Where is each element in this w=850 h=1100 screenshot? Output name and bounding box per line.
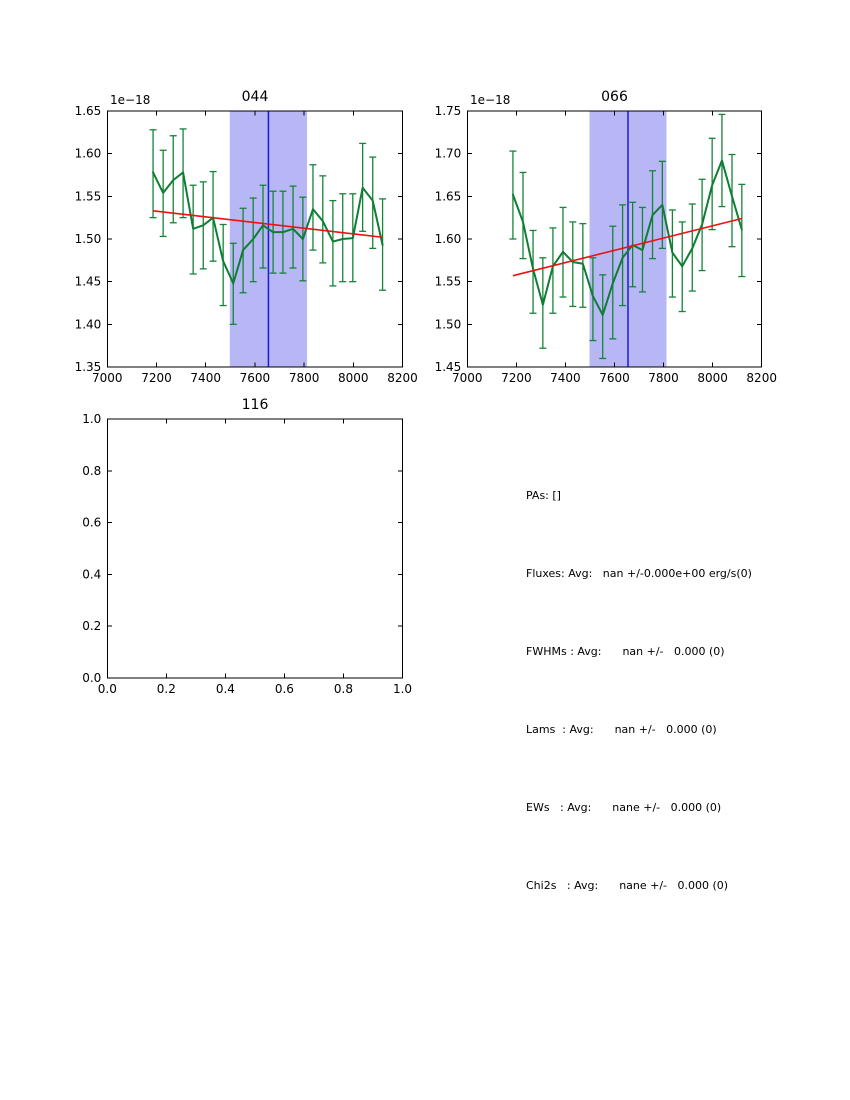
y-tick-label: 1.55: [434, 274, 462, 289]
axes-frame: [107, 419, 402, 678]
plot-066-title: 066: [601, 89, 628, 105]
x-tick-label: 7800: [648, 371, 679, 385]
y-tick-label: 0.8: [82, 463, 102, 478]
x-tick-label: 7800: [288, 371, 320, 385]
y-tick-label: 1.75: [434, 104, 462, 118]
plot-044: [75, 104, 418, 385]
plot-066: [435, 104, 777, 385]
y-tick-label: 1.50: [74, 232, 102, 246]
plot-116: [82, 412, 412, 696]
x-tick-label: 0.0: [97, 682, 117, 696]
y-tick-label: 1.55: [74, 189, 102, 204]
x-tick-label: 8200: [387, 371, 418, 385]
tick-marks: [107, 419, 402, 678]
y-tick-label: 1.45: [74, 274, 102, 289]
stats-line-fluxes: Fluxes: Avg: nan +/-0.000e+00 erg/s(0): [526, 567, 752, 580]
stats-line-fwhms: FWHMs : Avg: nan +/- 0.000 (0): [526, 645, 725, 658]
x-tick-label: 7400: [550, 371, 581, 385]
y-tick-label: 0.4: [82, 567, 102, 582]
stats-line-lams: Lams : Avg: nan +/- 0.000 (0): [526, 723, 717, 736]
y-tick-label: 1.50: [434, 317, 462, 332]
x-tick-label: 7200: [501, 371, 532, 385]
y-tick-label: 1.40: [74, 317, 102, 332]
x-tick-label: 0.6: [274, 682, 294, 696]
x-tick-label: 7400: [190, 371, 221, 385]
x-tick-label: 8000: [697, 371, 728, 385]
x-tick-label: 7000: [92, 371, 123, 385]
plot-116-title: 116: [241, 397, 269, 413]
x-tick-label: 8000: [338, 371, 369, 385]
stats-line-ews: EWs : Avg: nane +/- 0.000 (0): [526, 801, 722, 814]
x-tick-label: 0.2: [156, 682, 176, 696]
x-tick-label: 7600: [239, 371, 271, 385]
x-tick-label: 7600: [599, 371, 630, 385]
y-tick-label: 0.2: [82, 619, 102, 634]
y-tick-label: 1.60: [74, 146, 102, 161]
x-tick-label: 8200: [746, 371, 777, 385]
stats-line-chi2s: Chi2s : Avg: nane +/- 0.000 (0): [526, 879, 729, 892]
x-tick-label: 1.0: [392, 682, 413, 696]
plot-044-title: 044: [241, 89, 269, 105]
x-tick-label: 7200: [141, 371, 172, 385]
y-tick-label: 1.60: [434, 232, 462, 246]
y-tick-label: 1.35: [74, 360, 102, 374]
stats-line-pas: PAs: []: [526, 489, 561, 502]
y-tick-label: 0.0: [82, 671, 102, 685]
plot-066-y-offset-label: 1e−18: [470, 93, 511, 107]
y-tick-label: 1.0: [82, 412, 102, 426]
plot-044-y-offset-label: 1e−18: [110, 93, 151, 107]
y-tick-label: 1.65: [434, 189, 462, 204]
y-tick-label: 1.65: [74, 104, 102, 118]
x-tick-label: 7000: [452, 371, 483, 385]
y-tick-label: 1.45: [434, 360, 462, 374]
y-tick-label: 1.70: [434, 146, 462, 161]
stats-text-panel: [526, 431, 752, 951]
x-tick-label: 0.4: [215, 682, 235, 696]
x-tick-label: 0.8: [333, 682, 354, 696]
y-tick-label: 0.6: [82, 515, 102, 530]
